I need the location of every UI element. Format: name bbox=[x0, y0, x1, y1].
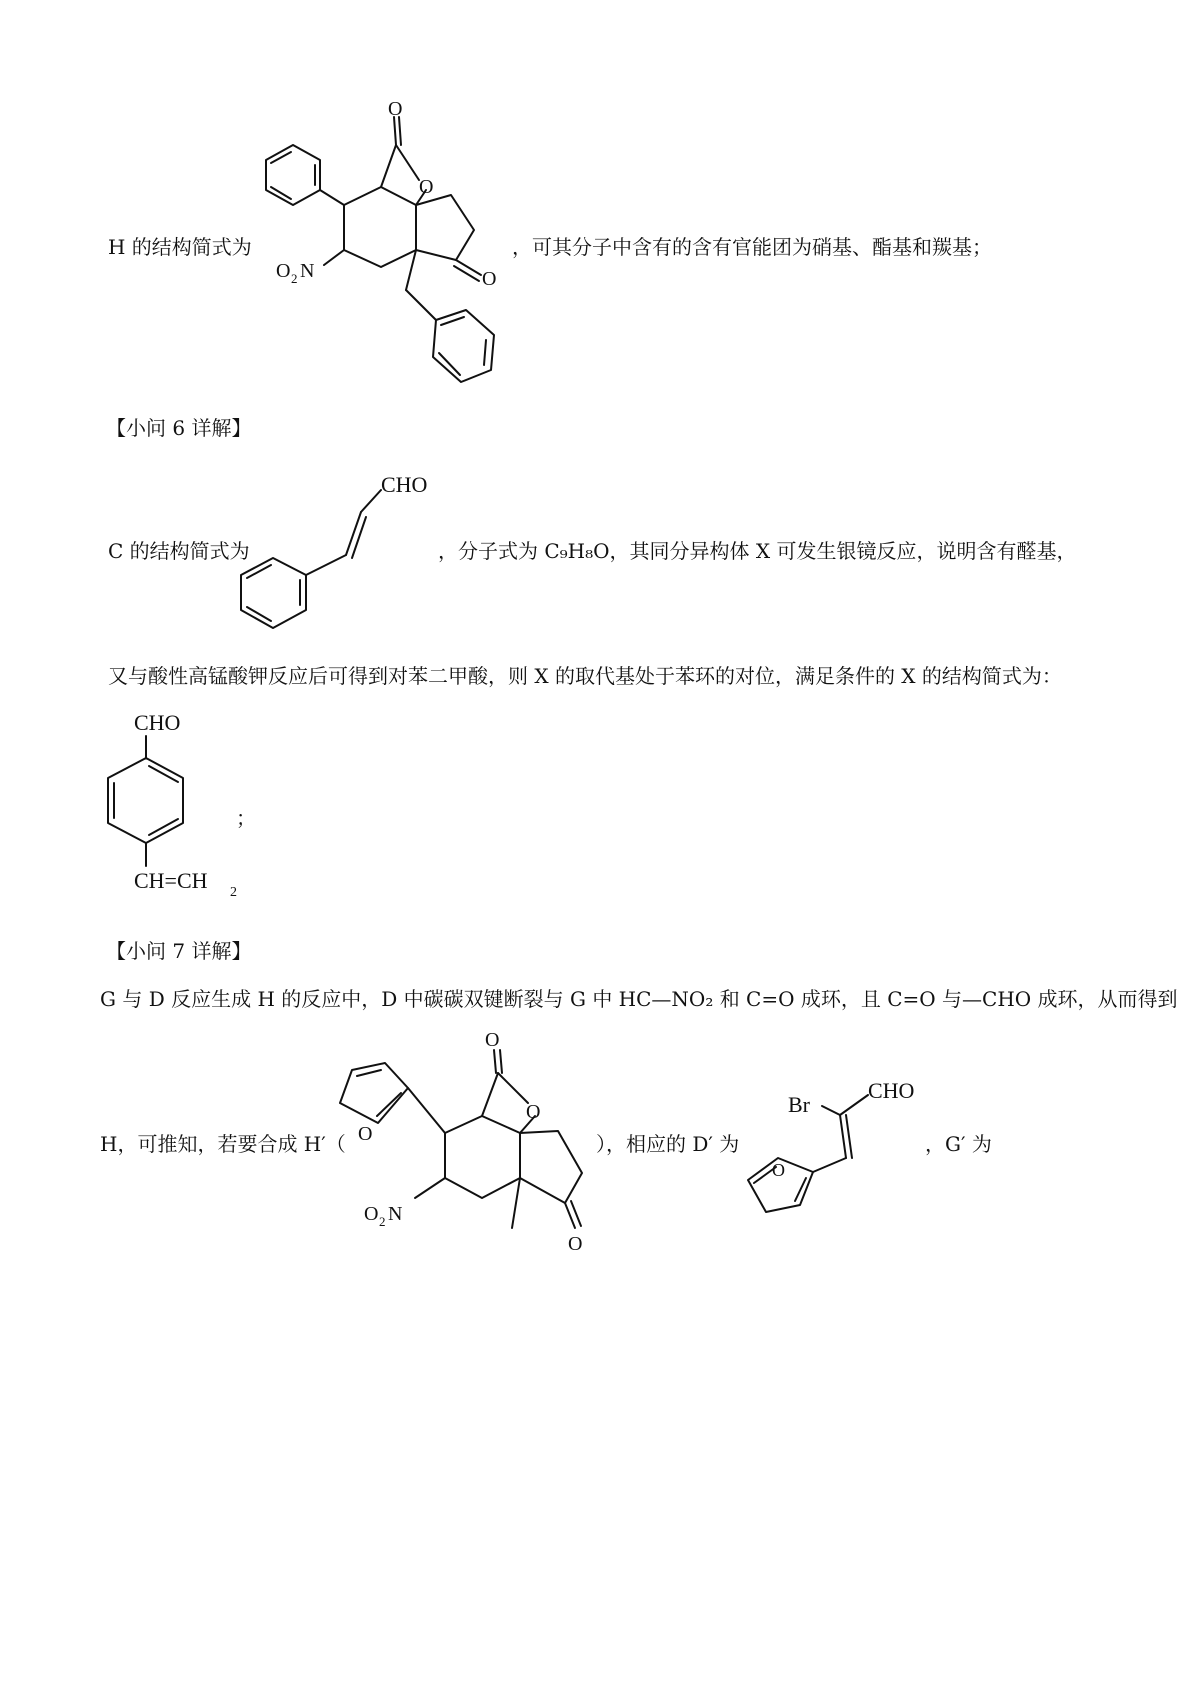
furan-oxygen: O bbox=[358, 1123, 373, 1145]
x-cho-group: CHO bbox=[134, 710, 181, 735]
x-semicolon: ； bbox=[236, 806, 256, 830]
atom-no2-o: O bbox=[276, 260, 291, 282]
structure-x-diagram bbox=[98, 708, 258, 918]
d-prime-cho: CHO bbox=[868, 1078, 915, 1103]
heading-question-7: 【小问 7 详解】 bbox=[106, 939, 252, 963]
atom-o-top: O bbox=[388, 98, 403, 120]
g-d-reaction-text: G 与 D 反应生成 H 的反应中，D 中碳碳双键断裂与 G 中 HC—NO₂ 和 C=O 成环，且 C=O 与—CHO 成环，从而得到 bbox=[100, 987, 1178, 1011]
h-prime-no2-o: O bbox=[364, 1203, 379, 1225]
c-cho-group: CHO bbox=[381, 472, 428, 497]
atom-o-ring: O bbox=[419, 176, 434, 198]
structure-h-prime-diagram bbox=[330, 1028, 620, 1258]
cyclohexane-ring bbox=[344, 187, 416, 267]
d-prime-furan-oxygen: O bbox=[772, 1160, 785, 1180]
phenyl-ring bbox=[266, 145, 320, 205]
g-prime-prefix: ，G′ 为 bbox=[925, 1132, 992, 1156]
h-prime-no2-sub: 2 bbox=[379, 1214, 386, 1229]
d-prime-prefix: ），相应的 D′ 为 bbox=[596, 1132, 740, 1156]
c-structure-prefix: C 的结构简式为 bbox=[108, 539, 250, 563]
x-vinyl-group: CH=CH bbox=[134, 868, 208, 893]
x-vinyl-sub: 2 bbox=[230, 885, 237, 900]
heading-question-6: 【小问 6 详解】 bbox=[106, 416, 252, 440]
h-prime-cyclohexane bbox=[445, 1116, 520, 1198]
atom-no2-sub: 2 bbox=[291, 271, 298, 286]
x-benzene-ring bbox=[108, 758, 183, 843]
h-prime-o-ketone: O bbox=[568, 1233, 583, 1255]
d-prime-br: Br bbox=[788, 1092, 810, 1117]
structure-c-diagram bbox=[236, 470, 446, 640]
h-prime-prefix: H，可推知，若要合成 H′（ bbox=[100, 1132, 346, 1156]
atom-no2-n: N bbox=[300, 260, 315, 282]
x-condition-text: 又与酸性高锰酸钾反应后可得到对苯二甲酸，则 X 的取代基处于苯环的对位，满足条件的 X 的结构简式为： bbox=[108, 664, 1062, 688]
structure-h-diagram bbox=[236, 95, 536, 395]
h-functional-groups-text: ，可其分子中含有的含有官能团为硝基、酯基和羰基； bbox=[512, 235, 992, 259]
h-prime-o-top: O bbox=[485, 1029, 500, 1051]
h-prime-o-ring: O bbox=[526, 1101, 541, 1123]
h-structure-prefix: H 的结构简式为 bbox=[108, 235, 252, 259]
structure-d-prime-diagram bbox=[738, 1070, 938, 1220]
c-benzene-ring bbox=[241, 558, 306, 628]
atom-o-ketone: O bbox=[482, 268, 497, 290]
h-prime-no2-n: N bbox=[388, 1203, 403, 1225]
c-formula-description: ，分子式为 C₉H₈O，其同分异构体 X 可发生银镜反应，说明含有醛基， bbox=[438, 539, 1077, 563]
